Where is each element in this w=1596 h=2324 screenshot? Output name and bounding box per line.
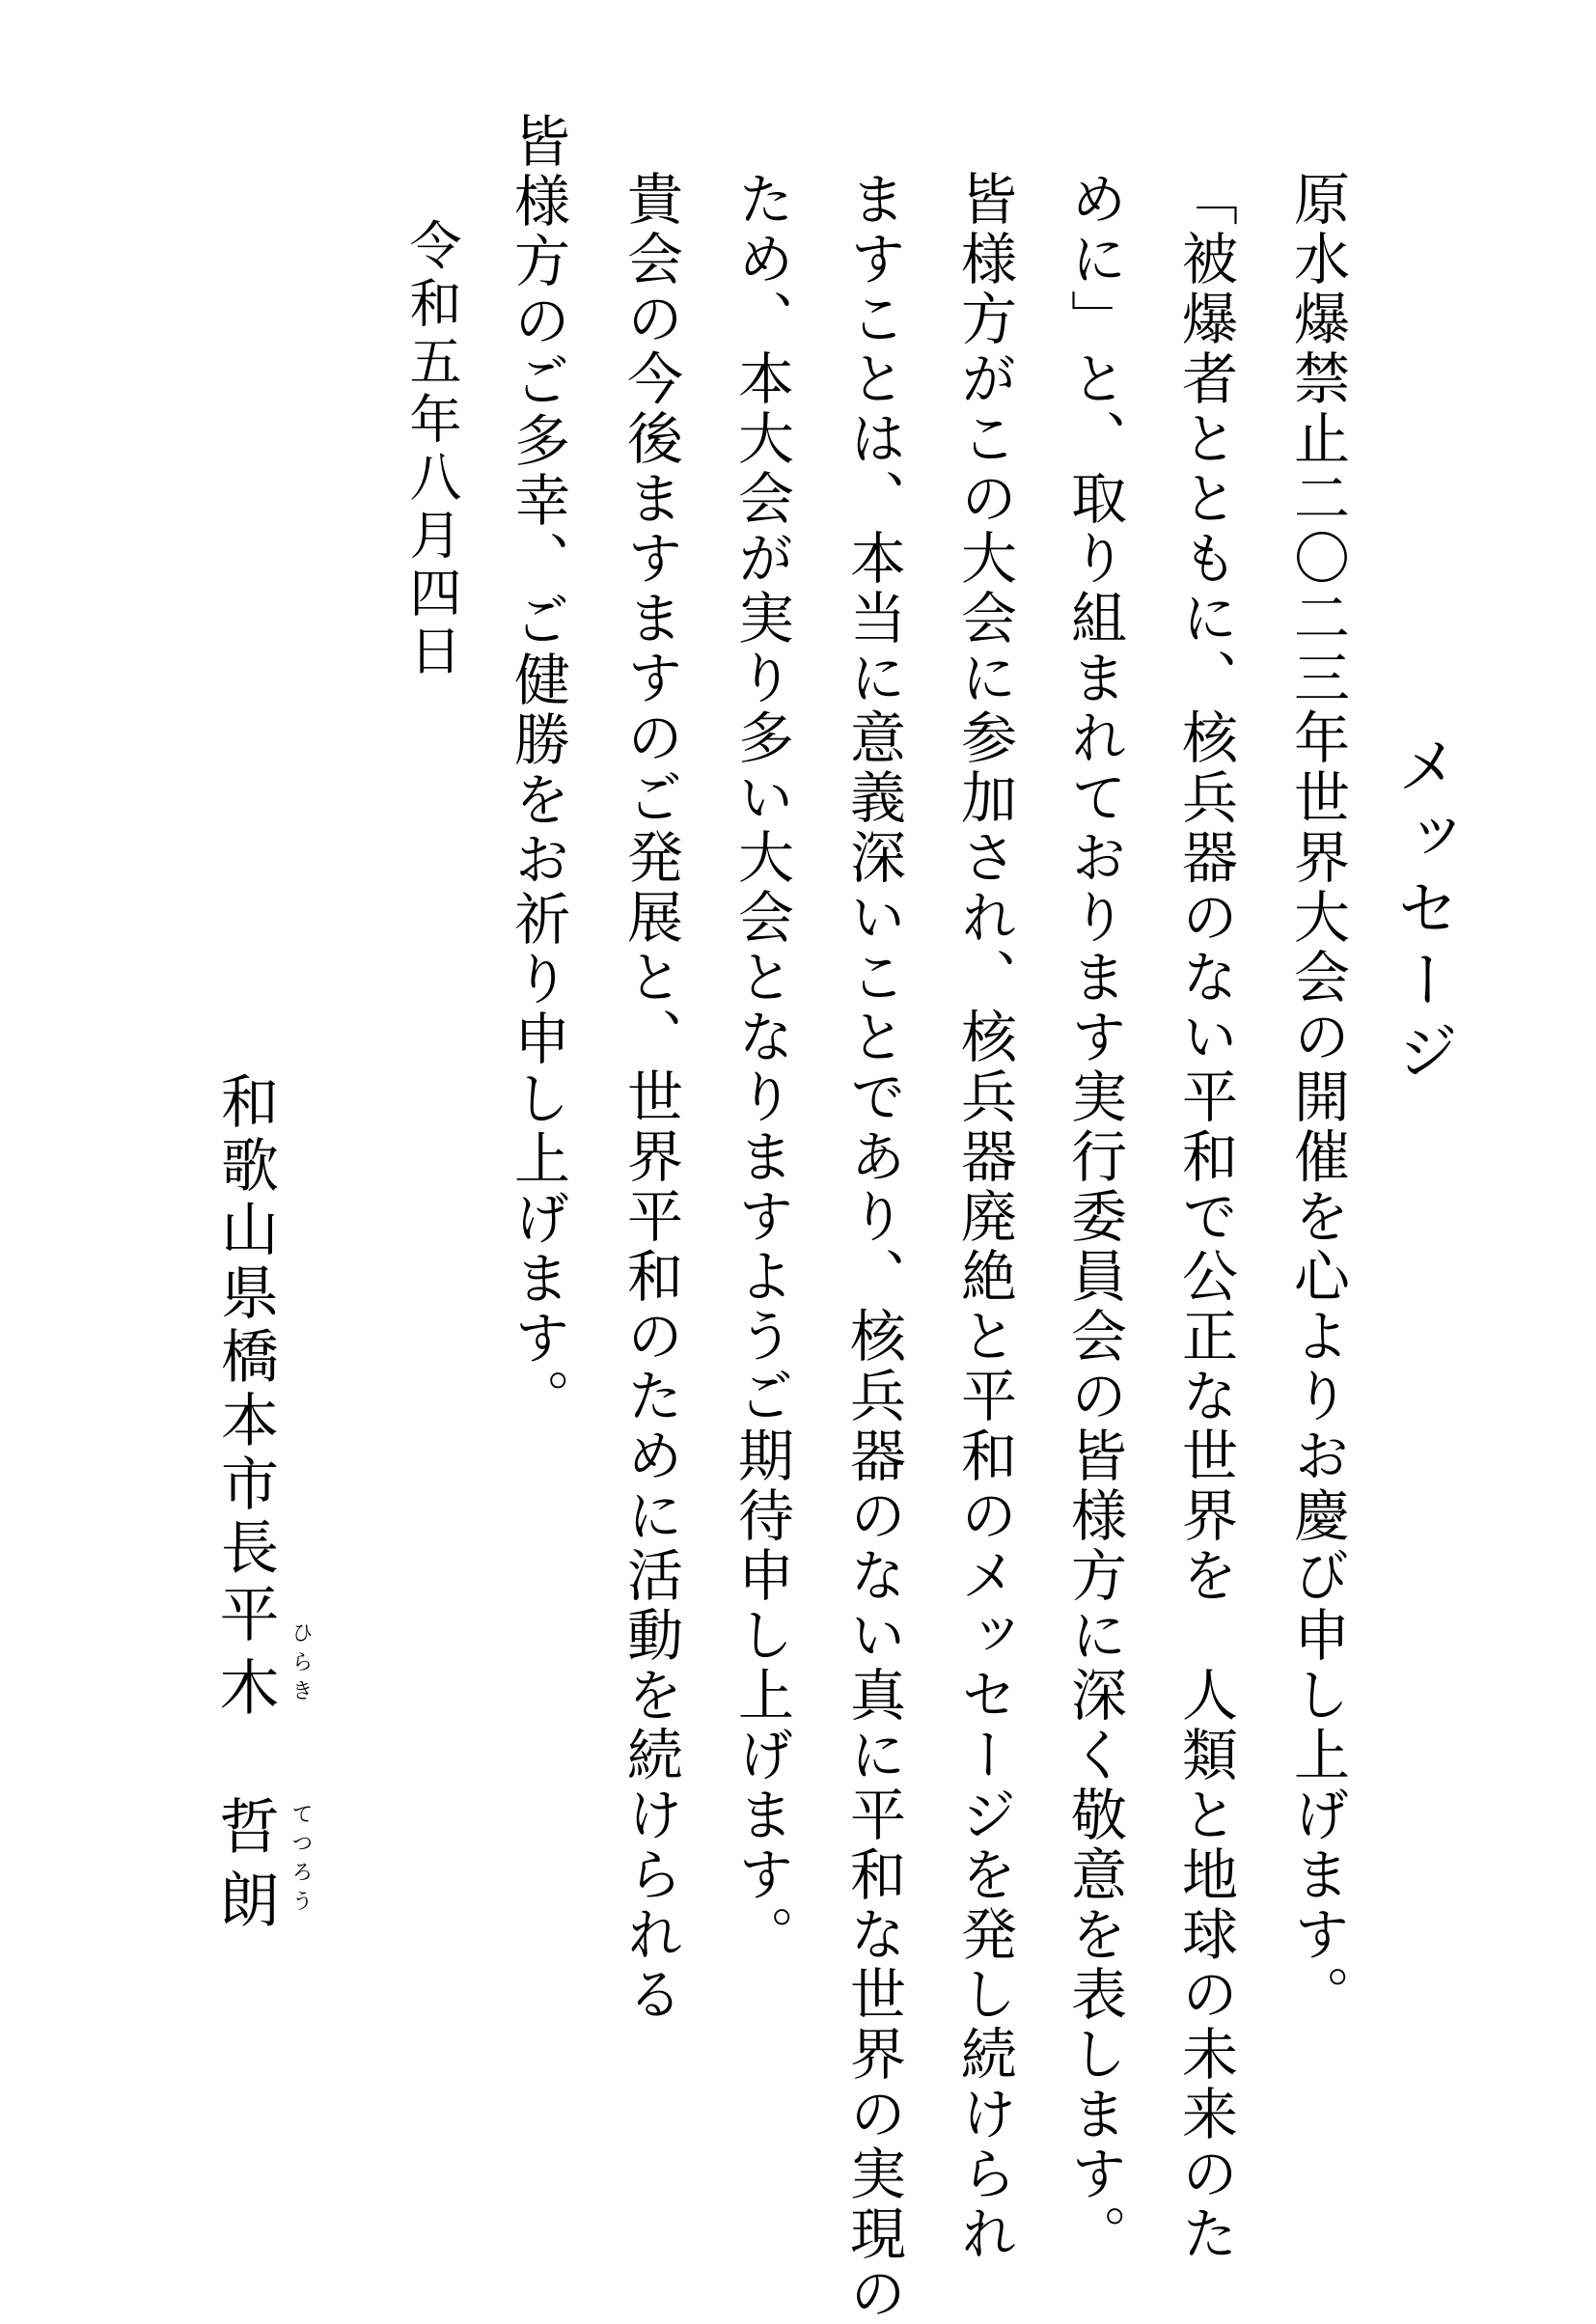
- body-line-4: 皆様方がこの大会に参加され、核兵器廃絶と平和のメッセージを発し続けられ: [951, 170, 1017, 2264]
- body-line-5: ますことは、本当に意義深いことであり、核兵器のない真に平和な世界の実現の: [840, 170, 906, 2324]
- body-line-1: 原水爆禁止二〇二三年世界大会の開催を心よりお慶び申し上げます。: [1284, 170, 1350, 2025]
- body-line-8: 皆様方のご多幸、ご健勝をお祈り申し上げます。: [505, 112, 570, 1428]
- document-date: 令和五年八月四日: [401, 218, 462, 681]
- signatory-surname-ruby: ひらき: [289, 1621, 313, 1708]
- signatory-given-name: [209, 1795, 280, 1942]
- signatory-title: 和歌山県橋本市長: [211, 1071, 279, 1581]
- signatory-surname: [209, 1583, 280, 1729]
- body-line-7: 貴会の今後ますますのご発展と、世界平和のために活動を続けられる: [618, 170, 683, 2025]
- document-title: メッセージ: [1387, 733, 1458, 1091]
- signatory-given-name-text: 哲朗: [209, 1795, 280, 1942]
- signatory-given-name-ruby: てつろう: [289, 1803, 313, 1919]
- body-line-6: ため、本大会が実り多い大会となりますようご期待申し上げます。: [729, 170, 794, 1965]
- body-line-3: めに」と、取り組まれております実行委員会の皆様方に深く敬意を表します。: [1061, 170, 1127, 2264]
- body-line-2: 「被爆者とともに、核兵器のない平和で公正な世界を 人類と地球の未来のた: [1172, 170, 1238, 2264]
- signatory-surname-text: 平木: [209, 1583, 280, 1729]
